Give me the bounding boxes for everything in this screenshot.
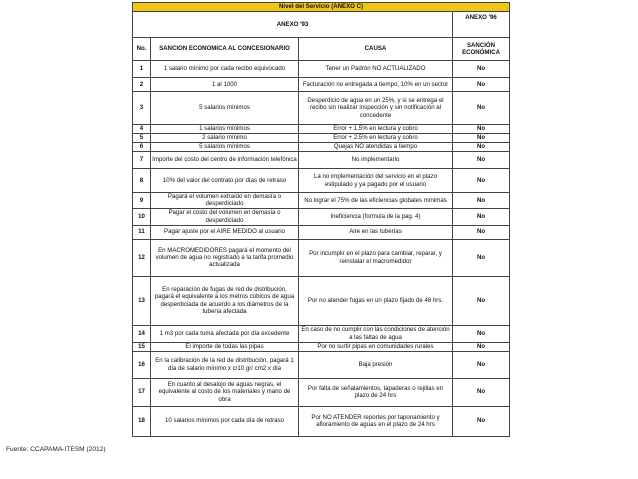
row-sancion-96: No xyxy=(453,78,510,92)
row-number: 6 xyxy=(133,143,151,152)
row-sancion: En cuanto al desalojo de aguas negras, el equivalente al costo de los materiales y mano de obra xyxy=(151,378,299,406)
row-causa: Error + 2.5% en lectura y cobro xyxy=(299,134,453,143)
row-sancion-96: No xyxy=(453,134,510,143)
row-sancion-96: No xyxy=(453,125,510,134)
row-sancion: En reparación de fugas de red de distribución, pagará el equivalente a los metros cúbicos de agua desperdiciada de acuerdo a los diámetros de la tubería afectada xyxy=(151,276,299,325)
anexo-93-heading: ANEXO '93 xyxy=(133,12,453,38)
source-note: Fuente: CCAPAMA-ITESM (2012) xyxy=(6,446,106,453)
row-number: 14 xyxy=(133,325,151,342)
row-number: 5 xyxy=(133,134,151,143)
table-row xyxy=(133,406,510,436)
row-causa: Por falta de señalamientos, tapaderas o rejillas en plazo de 24 hrs xyxy=(299,378,453,406)
table-row xyxy=(133,169,510,193)
table-row xyxy=(133,61,510,78)
row-sancion: 1 m3 por cada toma afectada por día excedente xyxy=(151,325,299,342)
row-causa: Facturación no entregada a tiempo, 10% en un sector xyxy=(299,78,453,92)
row-sancion-96: No xyxy=(453,169,510,193)
row-sancion: Importe del costo del centro de información telefónica xyxy=(151,152,299,169)
row-number: 16 xyxy=(133,351,151,378)
row-number: 8 xyxy=(133,169,151,193)
row-sancion: 5 salarios mínimos xyxy=(151,143,299,152)
anexo-96-heading: ANEXO '96 xyxy=(453,12,510,38)
row-sancion: Pagar el costo del volumen en demasía o desperdiciado xyxy=(151,208,299,225)
row-causa: No implementarlo xyxy=(299,152,453,169)
table-row xyxy=(133,125,510,134)
row-causa: Por no atender fugas en un plazo fijado de 48 hrs. xyxy=(299,276,453,325)
row-sancion-96: No xyxy=(453,92,510,125)
row-number: 18 xyxy=(133,406,151,436)
row-sancion: 10% del valor del contrato por días de retraso xyxy=(151,169,299,193)
row-causa: Error + 1.5% en lectura y cobro xyxy=(299,125,453,134)
row-sancion-96: No xyxy=(453,152,510,169)
row-sancion-96: No xyxy=(453,276,510,325)
table-row xyxy=(133,276,510,325)
row-sancion-96: No xyxy=(453,406,510,436)
row-causa: Desperdicio de agua en un 25%, y si se entrega el recibo sin realizar inspección y sin notificación al concedente xyxy=(299,92,453,125)
row-causa: Por NO ATENDER reportes por taponamiento y afloramiento de aguas en el plazo de 24 hrs xyxy=(299,406,453,436)
table-row xyxy=(133,92,510,125)
row-causa: La no implementación del servicio en el plazo estipulado y ya pagado por el usuario xyxy=(299,169,453,193)
row-sancion-96: No xyxy=(453,325,510,342)
row-sancion-96: No xyxy=(453,378,510,406)
row-number: 9 xyxy=(133,193,151,209)
row-sancion: En la calibración de la red de distribución, pagará 1 día de salario mínimo x c/10 gr/ cm2 x día xyxy=(151,351,299,378)
row-sancion: Pagará el volumen extraído en demasía o desperdiciado xyxy=(151,193,299,209)
table-row xyxy=(133,152,510,169)
header-no: No. xyxy=(133,38,151,61)
row-number: 3 xyxy=(133,92,151,125)
row-causa: Por incumplir en el plazo para cambiar, reparar, y reinstalar el macromedidor xyxy=(299,239,453,276)
row-sancion: 1 salarios mínimos xyxy=(151,125,299,134)
row-causa: No lograr el 75% de las eficiencias globales mínimas xyxy=(299,193,453,209)
row-sancion: 1 al 1000 xyxy=(151,78,299,92)
header-causa: CAUSA xyxy=(299,38,453,61)
row-number: 15 xyxy=(133,342,151,351)
row-number: 4 xyxy=(133,125,151,134)
table-row xyxy=(133,239,510,276)
table-row xyxy=(133,225,510,239)
row-causa: Ineficiencia (formula de la pag. 4) xyxy=(299,208,453,225)
header-sancion-96: SANCIÓN ECONÓMICA xyxy=(453,38,510,61)
row-number: 17 xyxy=(133,378,151,406)
row-number: 13 xyxy=(133,276,151,325)
row-causa: Aire en las tuberías xyxy=(299,225,453,239)
row-causa: Quejas NO atendidas a tiempo xyxy=(299,143,453,152)
table-row xyxy=(133,208,510,225)
row-sancion: 10 salarios mínimos por cada día de retraso xyxy=(151,406,299,436)
row-sancion: 1 salario mínimo por cada recibo equivocado xyxy=(151,61,299,78)
table-row xyxy=(133,193,510,209)
row-sancion-96: No xyxy=(453,193,510,209)
service-level-table xyxy=(132,2,510,437)
header-sancion: SANCION ECONOMICA AL CONCESIONARIO xyxy=(151,38,299,61)
table-title-bar: Nivel del Servicio (ANEXO C) xyxy=(133,3,510,12)
row-number: 12 xyxy=(133,239,151,276)
row-number: 7 xyxy=(133,152,151,169)
table-row xyxy=(133,134,510,143)
table-row xyxy=(133,378,510,406)
row-sancion-96: No xyxy=(453,143,510,152)
row-sancion: 5 salarios mínimos xyxy=(151,92,299,125)
row-sancion: Pagar ajuste por el AIRE MEDIDO al usuario xyxy=(151,225,299,239)
row-sancion-96: No xyxy=(453,342,510,351)
row-number: 11 xyxy=(133,225,151,239)
table-row xyxy=(133,143,510,152)
row-sancion-96: No xyxy=(453,351,510,378)
table-row xyxy=(133,351,510,378)
row-causa: En caso de no cumplir con las condiciones de atención a las faltas de agua xyxy=(299,325,453,342)
row-sancion: El importe de todas las pipas xyxy=(151,342,299,351)
row-number: 10 xyxy=(133,208,151,225)
row-sancion: En MACROMEDIDORES pagará el momento del volumen de agua no registrado a la tarifa promedio actualizada xyxy=(151,239,299,276)
table-row xyxy=(133,78,510,92)
row-sancion: 2 salario mínimo xyxy=(151,134,299,143)
row-causa: Baja presión xyxy=(299,351,453,378)
row-number: 1 xyxy=(133,61,151,78)
row-number: 2 xyxy=(133,78,151,92)
row-causa: Por no surtir pipas en comunidades rurales xyxy=(299,342,453,351)
row-causa: Tener un Padrón NO ACTUALIZADO xyxy=(299,61,453,78)
row-sancion-96: No xyxy=(453,61,510,78)
row-sancion-96: No xyxy=(453,225,510,239)
row-sancion-96: No xyxy=(453,239,510,276)
table-row xyxy=(133,325,510,342)
row-sancion-96: No xyxy=(453,208,510,225)
table-row xyxy=(133,342,510,351)
